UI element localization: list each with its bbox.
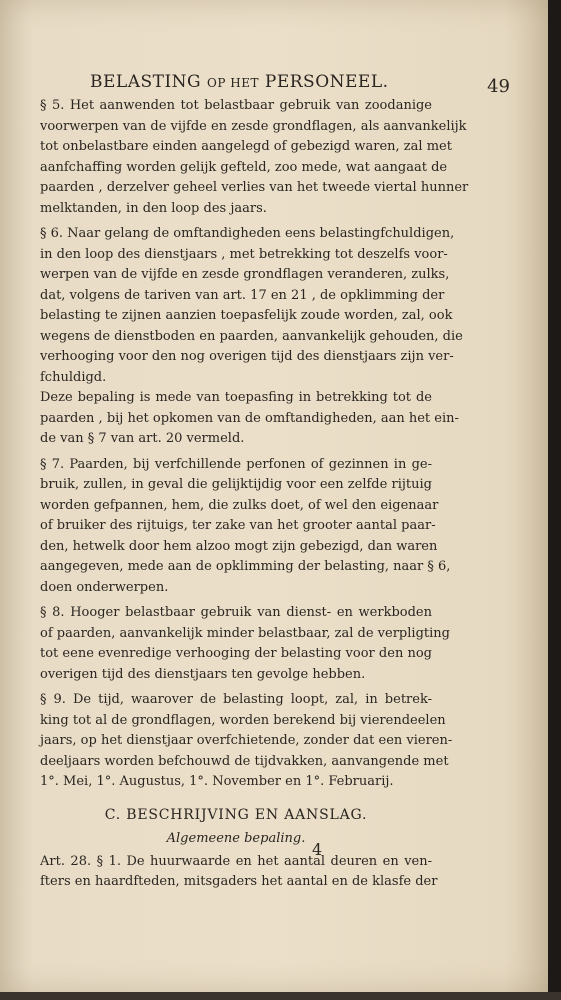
text-line: voorwerpen van de vijfde en zesde grondflagen, als aanvankelijk <box>40 118 467 134</box>
signature-mark: 4 <box>312 840 323 859</box>
text-line: doen onderwerpen. <box>40 579 169 595</box>
running-head-op-het: OP HET <box>207 76 259 90</box>
text-line: overigen tijd des dienstjaars ten gevolge hebben. <box>40 666 366 682</box>
paragraph-s6 <box>40 224 463 388</box>
running-head-title-part1: BELASTING <box>90 72 202 92</box>
running-head-title-part2: PERSONEEL. <box>264 72 389 92</box>
text-line: § 9. De tijd, waarover de belasting loopt, zal, in betrek- <box>40 692 432 707</box>
text-line: Art. 28. § 1. De huurwaarde en het aantal deuren en ven- <box>40 853 432 869</box>
text-line: wegens de dienstboden en paarden, aanvankelijk gehouden, die <box>40 328 463 344</box>
text-line: of bruiker des rijtuigs, ter zake van het grooter aantal paar- <box>40 518 436 533</box>
text-line: melktanden, in den loop des jaars. <box>40 200 267 216</box>
text-line: § 8. Hooger belastbaar gebruik van dienst- en werkboden <box>40 605 432 620</box>
text-line: king tot al de grondflagen, worden berekend bij vierendeelen <box>40 712 446 728</box>
text-line: werpen van de vijfde en zesde grondflagen veranderen, zulks, <box>40 267 450 282</box>
page-edge-right <box>548 0 561 1000</box>
text-line: § 6. Naar gelang de omftandigheden eens belastingfchuldigen, <box>40 226 455 241</box>
text-line: fters en haardfteden, mitsgaders het aantal en de klasfe der <box>40 874 438 889</box>
text-line: jaars, op het dienstjaar overfchietende, zonder dat een vieren- <box>40 733 453 748</box>
text-line: § 7. Paarden, bij verfchillende perfonen of gezinnen in ge- <box>40 456 432 472</box>
text-line: dat, volgens de tariven van art. 17 en 21 , de opklimming der <box>40 287 445 303</box>
text-line: 1°. Mei, 1°. Augustus, 1°. November en 1°. Februarij. <box>40 774 394 789</box>
text-line: de van § 7 van art. 20 vermeld. <box>40 431 245 446</box>
text-line: paarden , derzelver geheel verlies van het tweede viertal hunner <box>40 180 469 195</box>
page-edge-bottom <box>0 992 561 1000</box>
text-line: verhooging voor den nog overigen tijd des dienstjaars zijn ver- <box>40 349 454 364</box>
paragraph-s9 <box>40 690 453 793</box>
text-line: of paarden, aanvankelijk minder belastbaar, zal de verpligting <box>40 625 450 641</box>
text-line: den, hetwelk door hem alzoo mogt zijn gebezigd, dan waren <box>40 538 438 554</box>
text-line: bruik, zullen, in geval die gelijktijdig voor een zelfde rijtuig <box>40 477 432 492</box>
text-line: Deze bepaling is mede van toepasfing in betrekking tot de <box>40 390 432 405</box>
page-number: 49 <box>487 76 510 97</box>
text-line: worden gefpannen, hem, die zulks doet, of wel den eigenaar <box>40 497 439 513</box>
paragraph-s5 <box>40 96 469 219</box>
running-head <box>90 72 389 92</box>
subheading: Algemeene bepaling. <box>166 830 306 846</box>
paragraph-s6-continuation <box>40 388 459 450</box>
page-body <box>40 96 469 893</box>
page-header <box>90 72 510 96</box>
text-line: tot onbelastbare einden aangelegd of gebezigd waren, zal met <box>40 139 452 154</box>
text-line: § 5. Het aanwenden tot belastbaar gebruik van zoodanige <box>40 98 432 113</box>
text-line: aangegeven, mede aan de opklimming der belasting, naar § 6, <box>40 559 451 574</box>
text-line: aanfchaffing worden gelijk gefteld, zoo mede, wat aangaat de <box>40 159 448 175</box>
text-line: in den loop des dienstjaars , met betrekking tot deszelfs voor- <box>40 246 448 262</box>
text-line: paarden , bij het opkomen van de omftandigheden, aan het ein- <box>40 410 459 426</box>
text-line: belasting te zijnen aanzien toepasfelijk zoude worden, zal, ook <box>40 308 453 323</box>
text-line: tot eene evenredige verhooging der belasting voor den nog <box>40 646 432 661</box>
paragraph-art28 <box>40 852 438 893</box>
paragraph-s8 <box>40 603 450 685</box>
section-heading: C. BESCHRIJVING EN AANSLAG. <box>104 806 368 823</box>
text-line: fchuldigd. <box>40 369 107 385</box>
paragraph-s7 <box>40 455 451 599</box>
text-line: deeljaars worden befchouwd de tijdvakken, aanvangende met <box>40 753 449 769</box>
